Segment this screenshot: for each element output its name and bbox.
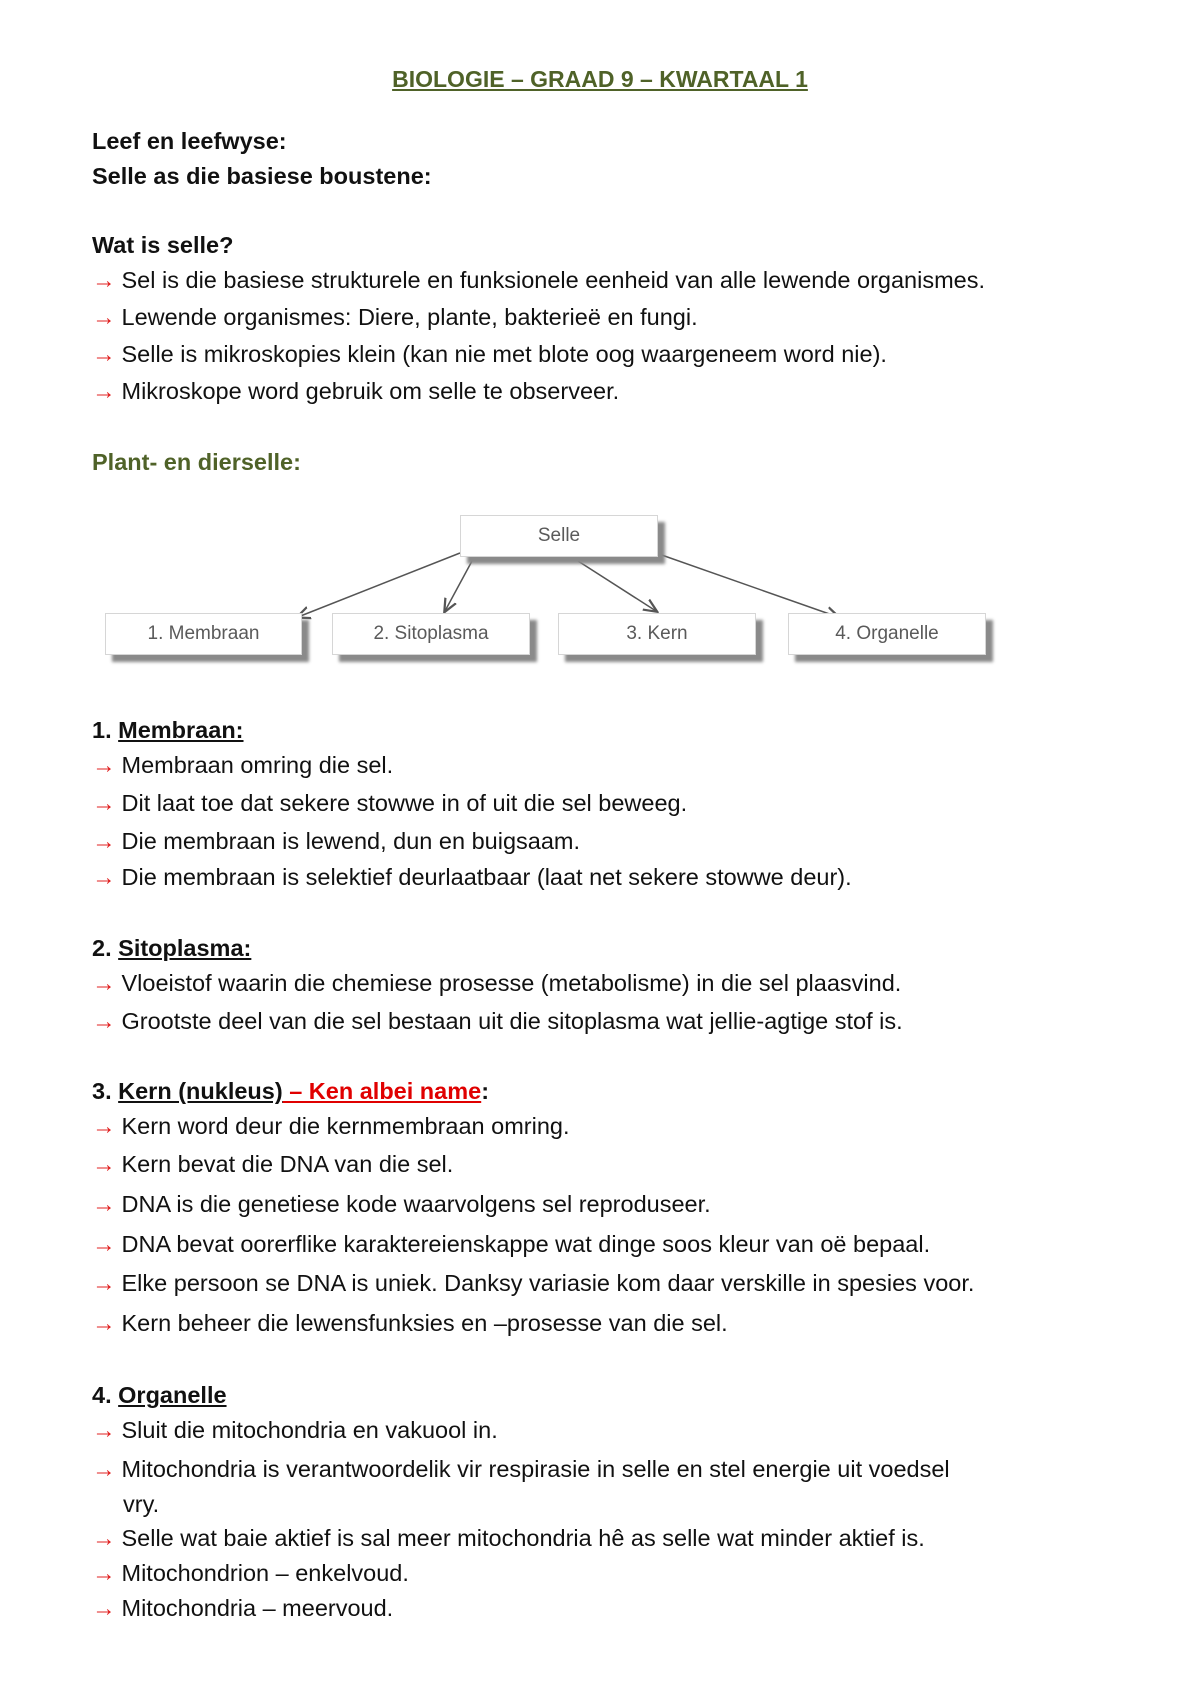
bullet-item: → DNA is die genetiese kode waarvolgens sel reproduseer. bbox=[92, 1191, 711, 1217]
bullet-item: → Sluit die mitochondria en vakuool in. bbox=[92, 1417, 498, 1443]
bullet-item: → Vloeistof waarin die chemiese prosesse (metabolisme) in die sel plaasvind. bbox=[92, 970, 902, 996]
arrow-icon: → bbox=[92, 970, 116, 996]
bullet-item: → Mikroskope word gebruik om selle te observeer. bbox=[92, 378, 620, 404]
arrow-icon: → bbox=[92, 1310, 116, 1336]
heading-selle: Selle as die basiese boustene: bbox=[92, 163, 432, 189]
diagram-node-kern: 3. Kern bbox=[558, 613, 756, 655]
section-heading-kern: 3. Kern (nukleus) – Ken albei name: bbox=[92, 1078, 490, 1104]
bullet-item: → Die membraan is selektief deurlaatbaar (laat net sekere stowwe deur). bbox=[92, 864, 852, 890]
bullet-item: → Mitochondrion – enkelvoud. bbox=[92, 1560, 409, 1586]
arrow-icon: → bbox=[92, 752, 116, 778]
highlight-ken-albei-name: – Ken albei name bbox=[282, 1078, 482, 1104]
connector-line bbox=[578, 561, 656, 611]
bullet-continuation: vry. bbox=[123, 1491, 160, 1517]
connector-line bbox=[298, 553, 460, 617]
section-heading-sitoplasma: 2. Sitoplasma: bbox=[92, 935, 252, 961]
heading-leef: Leef en leefwyse: bbox=[92, 128, 287, 154]
arrow-icon: → bbox=[92, 1560, 116, 1586]
arrow-icon: → bbox=[92, 864, 116, 890]
bullet-item: → Sel is die basiese strukturele en funksionele eenheid van alle lewende organismes. bbox=[92, 267, 985, 293]
bullet-item: → Membraan omring die sel. bbox=[92, 752, 394, 778]
arrow-icon: → bbox=[92, 267, 116, 293]
arrow-icon: → bbox=[92, 1525, 116, 1551]
bullet-item: → Elke persoon se DNA is uniek. Danksy variasie kom daar verskille in spesies voor. bbox=[92, 1270, 975, 1296]
subheading-plant-dier: Plant- en dierselle: bbox=[92, 449, 301, 475]
arrow-icon: → bbox=[92, 1231, 116, 1257]
question-heading: Wat is selle? bbox=[92, 232, 234, 258]
arrow-icon: → bbox=[92, 378, 116, 404]
arrow-icon: → bbox=[92, 304, 116, 330]
bullet-item: → Mitochondria – meervoud. bbox=[92, 1595, 394, 1621]
cell-diagram bbox=[100, 505, 1010, 685]
arrow-icon: → bbox=[92, 1151, 116, 1177]
bullet-item: → Lewende organismes: Diere, plante, bakterieë en fungi. bbox=[92, 304, 698, 330]
arrow-icon: → bbox=[92, 1191, 116, 1217]
bullet-item: → Kern word deur die kernmembraan omring. bbox=[92, 1113, 570, 1139]
bullet-item: → Kern beheer die lewensfunksies en –prosesse van die sel. bbox=[92, 1310, 728, 1336]
bullet-item: → Dit laat toe dat sekere stowwe in of uit die sel beweeg. bbox=[92, 790, 688, 816]
arrow-icon: → bbox=[92, 341, 116, 367]
diagram-node-organelle: 4. Organelle bbox=[788, 613, 986, 655]
arrow-icon: → bbox=[92, 1417, 116, 1443]
document-title: BIOLOGIE – GRAAD 9 – KWARTAAL 1 bbox=[392, 66, 808, 92]
connector-line bbox=[445, 561, 472, 611]
diagram-root-selle: Selle bbox=[460, 515, 658, 557]
bullet-item: → Mitochondria is verantwoordelik vir respirasie in selle en stel energie uit voedsel bbox=[92, 1456, 950, 1482]
bullet-item: → Selle is mikroskopies klein (kan nie met blote oog waargeneem word nie). bbox=[92, 341, 887, 367]
section-heading-organelle: 4. Organelle bbox=[92, 1382, 227, 1408]
arrow-icon: → bbox=[92, 1113, 116, 1139]
arrow-icon: → bbox=[92, 1008, 116, 1034]
arrow-icon: → bbox=[92, 828, 116, 854]
bullet-item: → DNA bevat oorerflike karaktereienskappe wat dinge soos kleur van oë bepaal. bbox=[92, 1231, 931, 1257]
section-heading-membraan: 1. Membraan: bbox=[92, 717, 244, 743]
arrow-icon: → bbox=[92, 790, 116, 816]
connector-line bbox=[656, 553, 838, 617]
arrow-icon: → bbox=[92, 1456, 116, 1482]
diagram-node-membraan: 1. Membraan bbox=[105, 613, 302, 655]
arrow-icon: → bbox=[92, 1595, 116, 1621]
arrow-icon: → bbox=[92, 1270, 116, 1296]
bullet-item: → Selle wat baie aktief is sal meer mitochondria hê as selle wat minder aktief is. bbox=[92, 1525, 925, 1551]
bullet-item: → Grootste deel van die sel bestaan uit die sitoplasma wat jellie-agtige stof is. bbox=[92, 1008, 903, 1034]
bullet-item: → Die membraan is lewend, dun en buigsaam. bbox=[92, 828, 581, 854]
bullet-item: → Kern bevat die DNA van die sel. bbox=[92, 1151, 454, 1177]
diagram-node-sitoplasma: 2. Sitoplasma bbox=[332, 613, 530, 655]
